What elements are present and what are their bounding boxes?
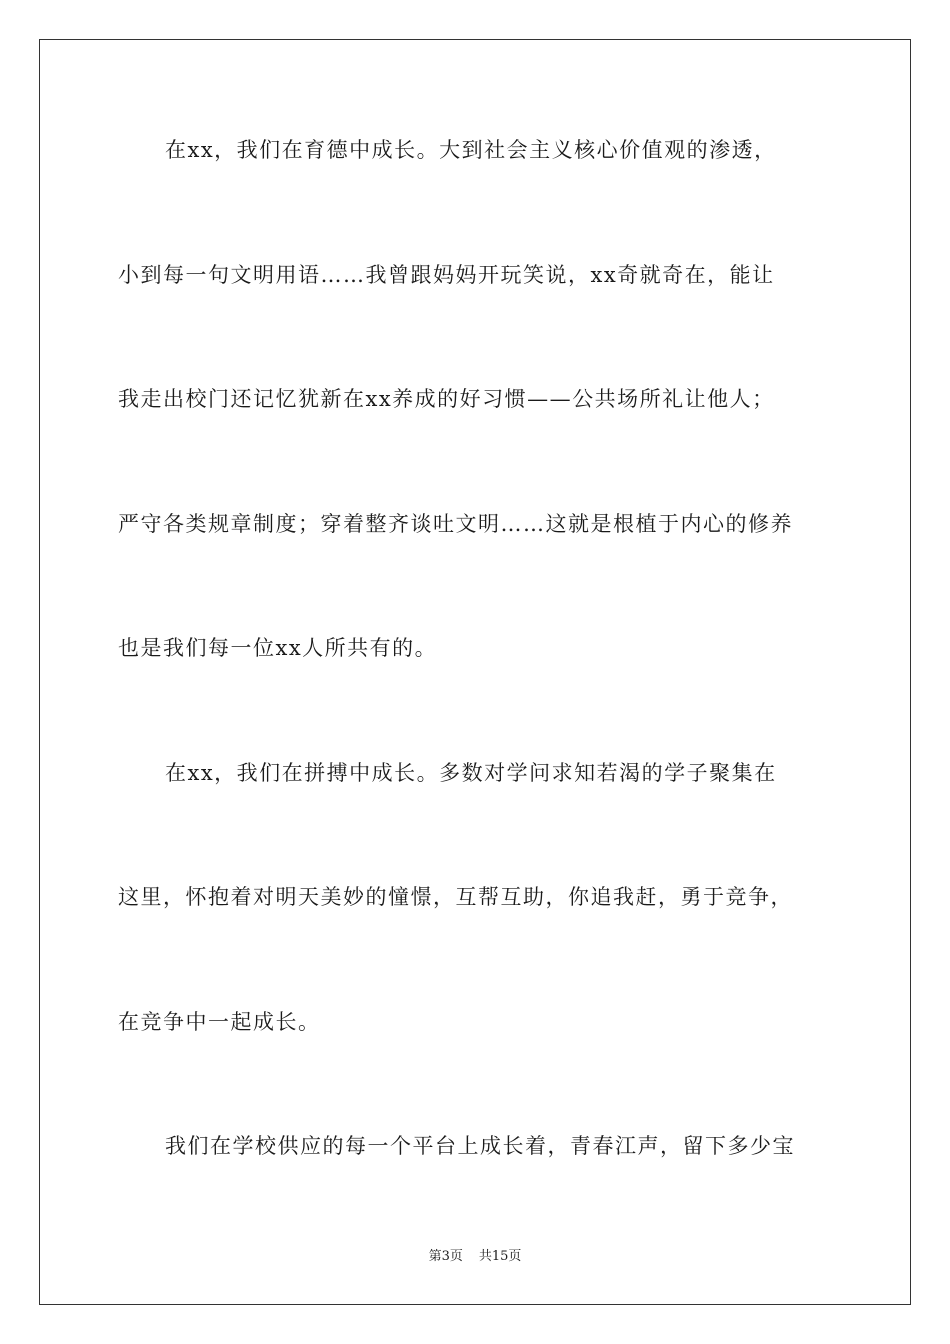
paragraph-line: 小到每一句文明用语……我曾跟妈妈开玩笑说，xx奇就奇在，能让 bbox=[118, 263, 775, 287]
page-footer bbox=[0, 1248, 950, 1266]
page-total: 共15页 bbox=[478, 1249, 522, 1264]
page-number: 第3页 bbox=[428, 1249, 463, 1264]
paragraph-line: 我们在学校供应的每一个平台上成长着，青春江声，留下多少宝 bbox=[165, 1134, 795, 1158]
paragraph-line: 在xx，我们在拼搏中成长。多数对学问求知若渴的学子聚集在 bbox=[165, 761, 777, 785]
page-border bbox=[39, 39, 911, 1305]
paragraph-line: 在竞争中一起成长。 bbox=[118, 1010, 321, 1034]
paragraph-line: 我走出校门还记忆犹新在xx养成的好习惯——公共场所礼让他人； bbox=[118, 387, 775, 411]
paragraph-line: 这里，怀抱着对明天美妙的憧憬，互帮互助，你追我赶，勇于竞争， bbox=[118, 885, 793, 909]
paragraph-line: 在xx，我们在育德中成长。大到社会主义核心价值观的渗透， bbox=[165, 138, 777, 162]
paragraph-line: 严守各类规章制度；穿着整齐谈吐文明……这就是根植于内心的修养 bbox=[118, 512, 793, 536]
paragraph-line: 也是我们每一位xx人所共有的。 bbox=[118, 636, 438, 660]
